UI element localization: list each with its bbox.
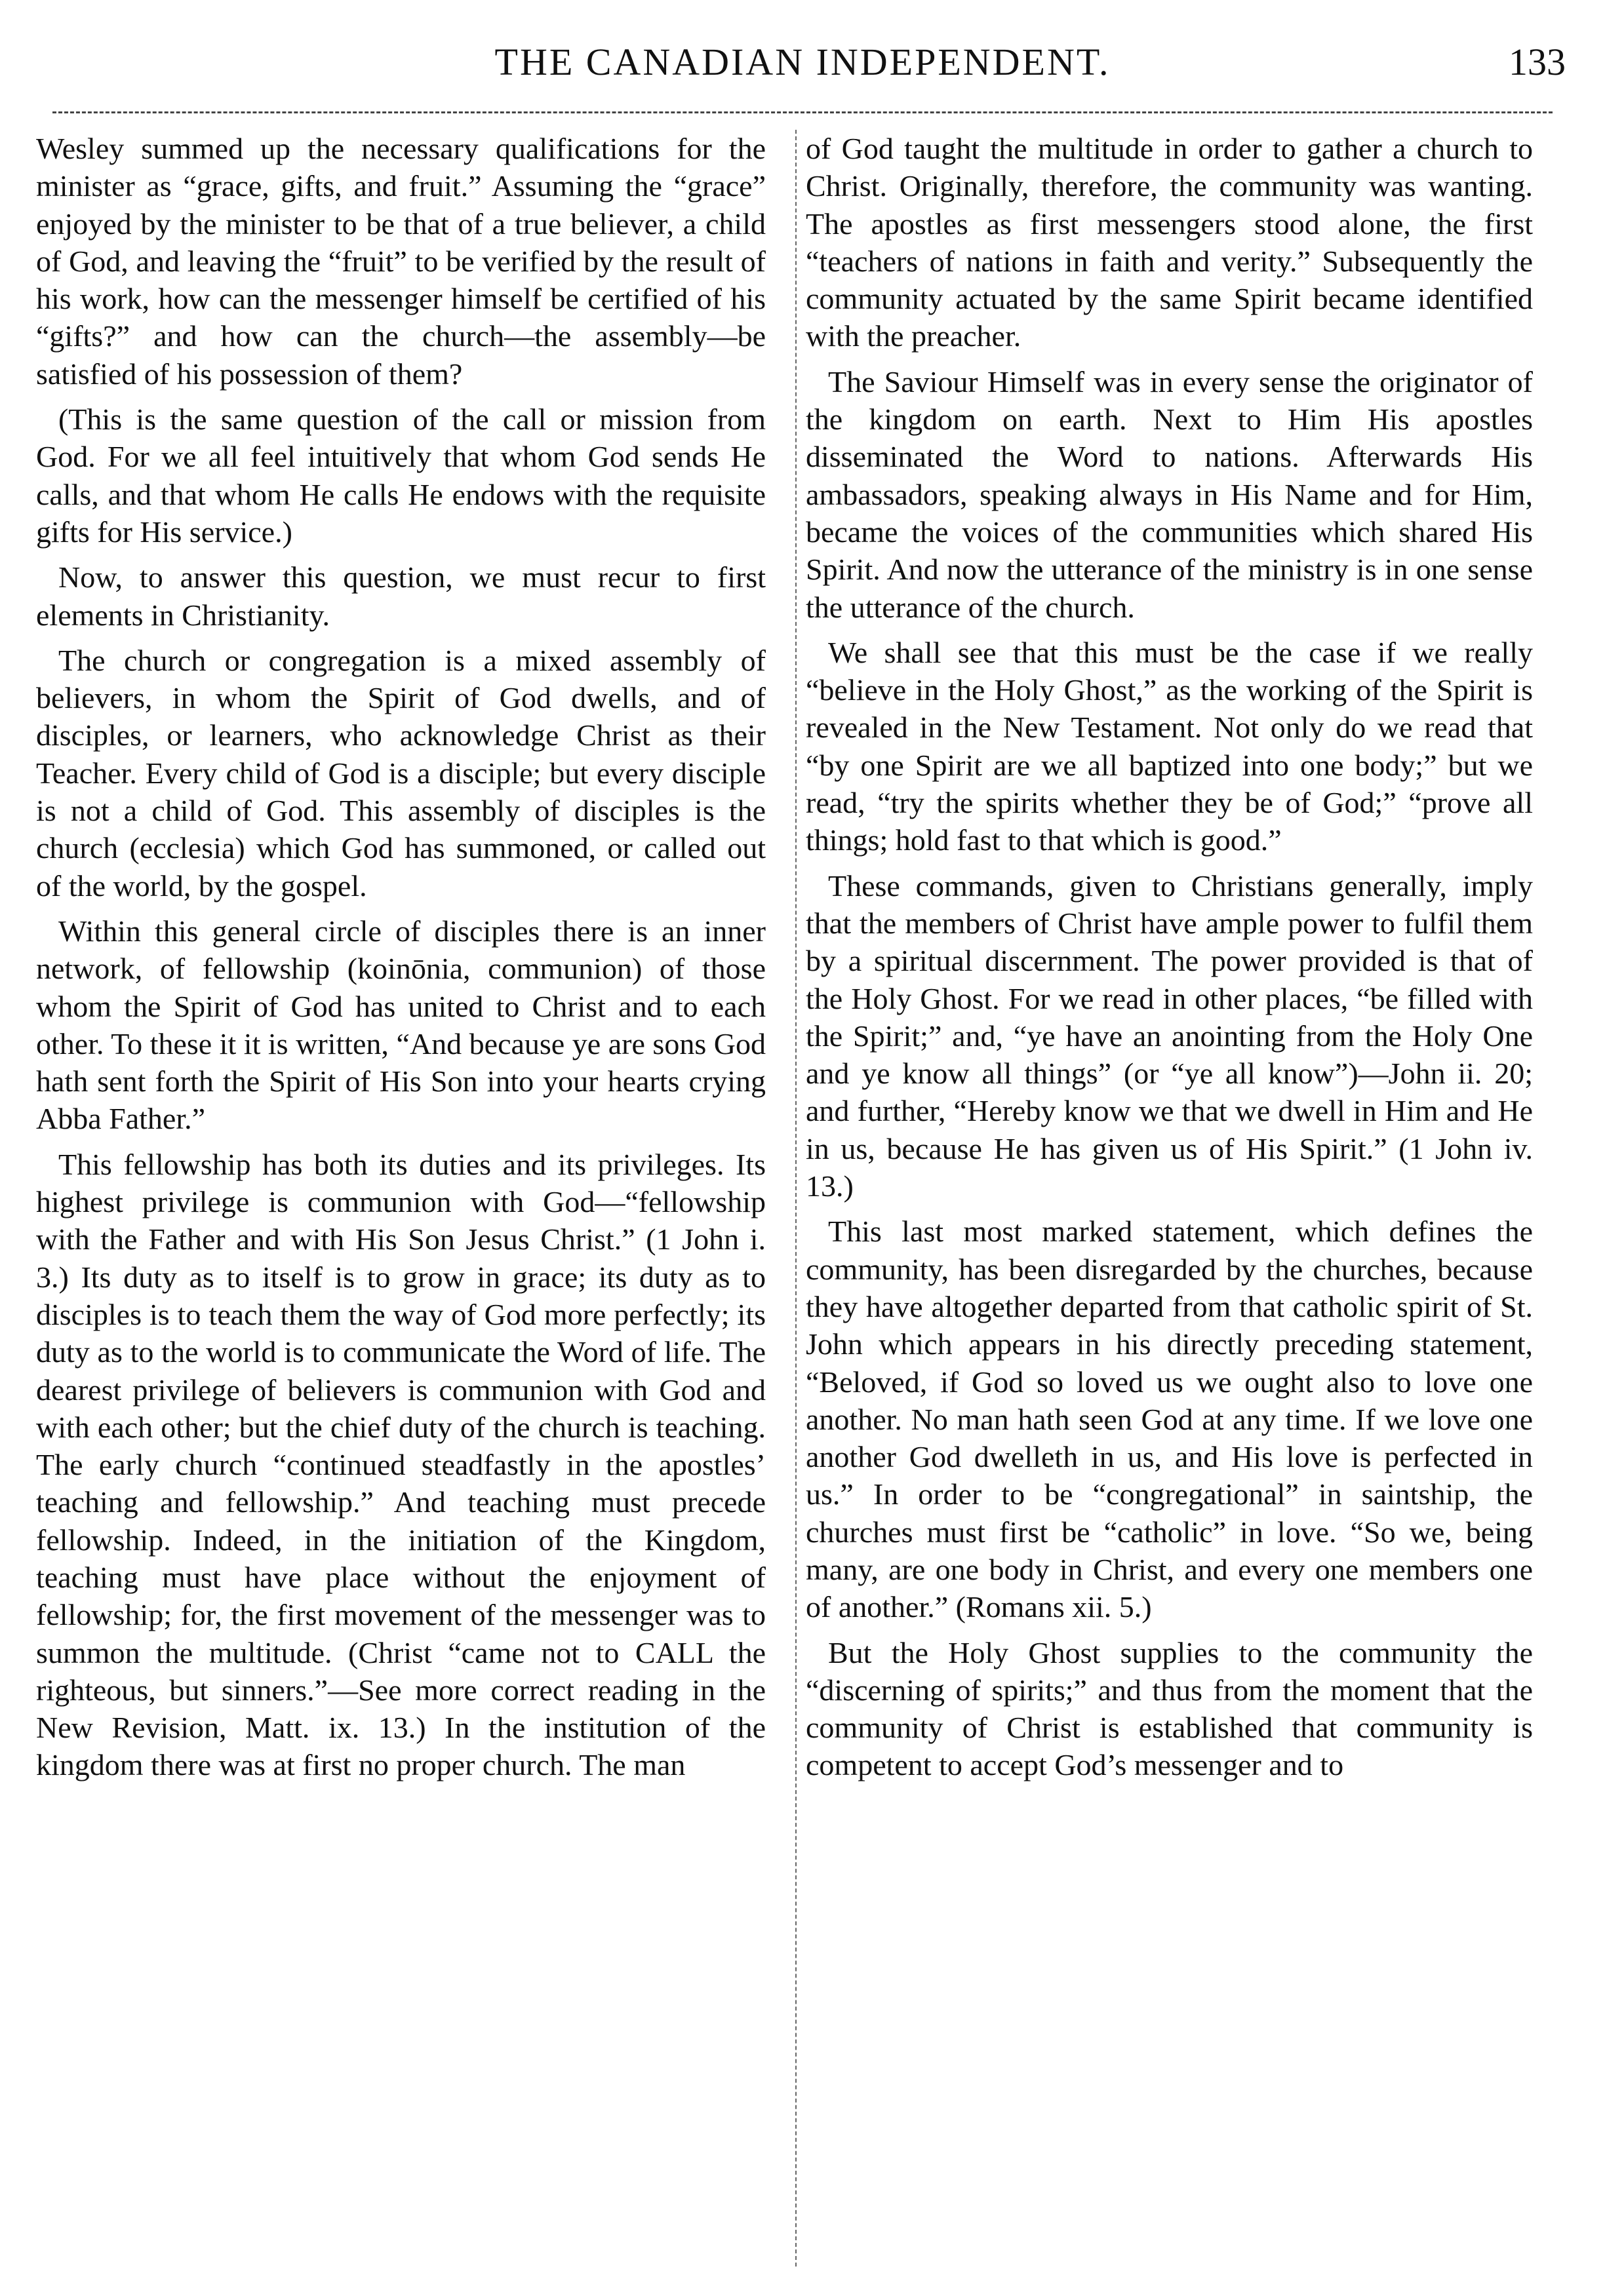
paragraph: But the Holy Ghost supplies to the community the “discerning of spirits;” and thus from the moment that the community of Christ is established that community is competent to accept God’s messenger and to	[806, 1635, 1533, 1782]
paragraph: Now, to answer this question, we must recur to first elements in Christianity.	[36, 560, 766, 632]
paragraph: The Saviour Himself was in every sense the originator of the kingdom on earth. Next to Him His apostles disseminated the Word to nations. Afterwards His ambassadors, speaking always in His Name and for Him, became the voices of the communities which shared His Spirit. And now the utterance of the ministry is in one sense the utterance of the church.	[806, 364, 1533, 624]
paragraph: These commands, given to Christians generally, imply that the members of Christ have ample power to fulfil them by a spiritual discernment. The power provided is that of the Holy Ghost. For we read in other places, “be filled with the Spirit;” and, “ye have an anointing from the Holy One and ye know all things” (or “ye all know”)—John ii. 20; and further, “Hereby know we that we dwell in Him and He in us, because He has given us of His Spirit.” (1 John iv. 13.)	[806, 868, 1533, 1203]
running-title: THE CANADIAN INDEPENDENT.	[494, 41, 1111, 83]
paragraph: This last most marked statement, which defines the community, has been disregarded by the churches, because they have altogether departed from that catholic spirit of St. John which appears in his directly preceding statement, “Beloved, if God so loved us we ought also to love one another. No man hath seen God at any time. If we love one another God dwelleth in us, and His love is perfected in us.” In order to be “congregational” in saintship, the churches must first be “catholic” in love. “So we, being many, are one body in Christ, and every one members one of another.” (Romans xii. 5.)	[806, 1215, 1533, 1624]
page-header	[26, 36, 1579, 88]
right-column	[795, 130, 1533, 2267]
paragraph: Within this general circle of disciples there is an inner network, of fellowship (koinōnia, communion) of those whom the Spirit of God has united to Christ and to each other. To these it it is written, “And because ye are sons God hath sent forth the Spirit of His Son into your hearts crying Abba Father.”	[36, 914, 766, 1136]
page-number: 133	[1509, 41, 1566, 83]
header-rule	[52, 111, 1553, 113]
paragraph: We shall see that this must be the case if we really “believe in the Holy Ghost,” as the working of the Spirit is revealed in the New Testament. Not only do we read that “by one Spirit are we all baptized into one body;” but we read, “try the spirits whether they be of God;” “prove all things; hold fast to that which is good.”	[806, 635, 1533, 857]
paragraph: of God taught the multitude in order to gather a church to Christ. Originally, therefore, the community was wanting. The apostles as first messengers stood alone, the first “teachers of nations in faith and verity.” Subsequently the community actuated by the same Spirit became identified with the preacher.	[806, 132, 1533, 353]
paragraph: Wesley summed up the necessary qualifications for the minister as “grace, gifts, and fruit.” Assuming the “grace” enjoyed by the minister to be that of a true believer, a child of God, and leaving the “fruit” to be verified by the result of his work, how can the messenger himself be certified of his “gifts?” and how can the church—the assembly—be satisfied of his possession of them?	[36, 132, 766, 391]
paragraph: This fellowship has both its duties and its privileges. Its highest privilege is communion with God—“fellowship with the Father and with His Son Jesus Christ.” (1 John i. 3.) Its duty as to itself is to grow in grace; its duty as to disciples is to teach them the way of God more perfectly; its duty as to the world is to communicate the Word of life. The dearest privilege of believers is communion with God and with each other; but the chief duty of the church is teaching. The early church “continued steadfastly in the apostles’ teaching and fellowship.” And teaching must precede fellowship. Indeed, in the initiation of the Kingdom, teaching must have place without the enjoyment of fellowship; for, the first movement of the messenger was to summon the multitude. (Christ “came not to CALL the righteous, but sinners.”—See more correct reading in the New Revision, Matt. ix. 13.) In the institution of the kingdom there was at first no proper church. The man	[36, 1147, 766, 1782]
left-column	[36, 130, 774, 2267]
paragraph: (This is the same question of the call or mission from God. For we all feel intuitively that whom God sends He calls, and that whom He calls He endows with the requisite gifts for His service.)	[36, 402, 766, 549]
paragraph: The church or congregation is a mixed assembly of believers, in whom the Spirit of God dwells, and of disciples, or learners, who acknowledge Christ as their Teacher. Every child of God is a disciple; but every disciple is not a child of God. This assembly of disciples is the church (ecclesia) which God has summoned, or called out of the world, by the gospel.	[36, 643, 766, 903]
